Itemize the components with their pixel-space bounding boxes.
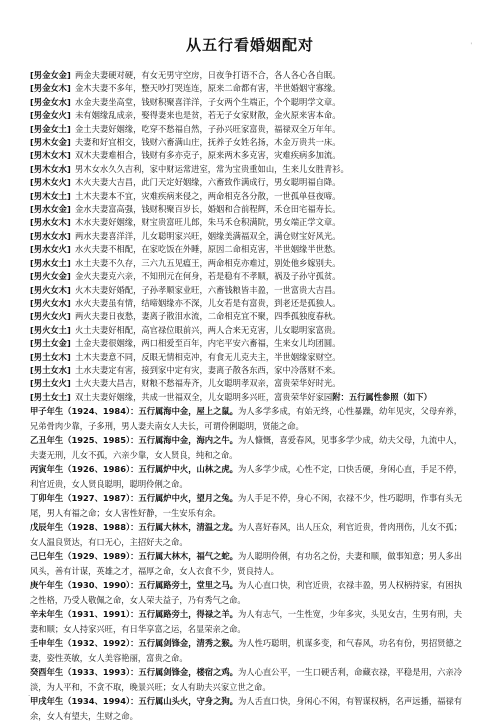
- pair-tag: [男木女木]: [30, 150, 71, 161]
- pair-row: [30, 230, 470, 243]
- pair-tag: [男火女木]: [30, 284, 71, 295]
- pair-text: 水土夫妻不久存，三六九五见瘟王，两命相克亦难过，别处他乡嫁别夫。: [75, 257, 341, 268]
- pair-text: 水火夫妻不相配，在家吃饭在外睡，原因二命相克害，半世姻缘半世愁。: [75, 244, 341, 255]
- pair-text: 水金夫妻坐高堂，钱财积聚喜洋洋，子女两个生端正，个个聪明学文章。: [75, 96, 341, 107]
- year-entry-text: 为人多学多成，有始无终，心性暴躁，幼年见灾，父母弃养，兄弟骨肉少靠，子多刑，男人妻夫南女人夫长，可谓伶俐聪明，贤能之命。: [30, 406, 463, 431]
- pair-row: [30, 216, 470, 229]
- pair-text: 土火夫妻大昌吉，财粮不愁福寿齐，儿女聪明孝双亲，富贵荣华好时光。: [75, 378, 341, 389]
- pair-row: [30, 176, 470, 189]
- pair-text: 双土夫妻好姻缘，共成一世福双全，儿女聪明多兴旺，富贵荣华好家园: [75, 391, 333, 402]
- pair-text: 夫妻和好宜相交，钱财六畜满山庄，抚养子女姓名扬，木金万贵共一床。: [75, 137, 341, 148]
- year-entry-text: 为人舌直口快，身闲心不闲，有智谋权柄，名声远播，福禄有余，女人有望夫，生财之命。: [30, 696, 463, 721]
- pair-tag: [男火女水]: [30, 297, 71, 308]
- pair-text: 水火夫妻虽有情，结啼姻缘亦不深，儿女若是有富贵，到老还是孤独人。: [75, 297, 341, 308]
- year-entry-text: 为人性巧聪明，机谋多变，和气春风，功名有份，男招贤德之妻，姿性英敏，女人美容艳丽，富贵之命。: [30, 638, 463, 663]
- pair-text: 土木夫妻本不宜，灾难疾病来侵之，两命相克各分散，一世孤单昼夜啼。: [75, 190, 341, 201]
- pair-row: [30, 270, 470, 283]
- year-entry-heading: 癸酉年生（1933、1993）：五行属剑锋金，楼宿之鸡。: [30, 667, 238, 678]
- pair-text: 火木夫妻好婚配，子孙孝顺家业旺，六畜钱粮皆丰盈，一世富贵大吉昌。: [75, 284, 341, 295]
- pair-text: 木水夫妻好姻缘，财宝贵富旺儿郎，朱马禾仓积满院，男女端正学文章。: [75, 217, 341, 228]
- pair-text: 两金夫妻硬对硬，有女无男守空房，日夜争打语不合，各人各心各自眠。: [75, 70, 341, 80]
- page-title: 从五行看婚姻配对: [185, 36, 314, 54]
- pair-tag: [男土女水]: [30, 364, 71, 375]
- pair-tag: [男金女水]: [30, 96, 71, 107]
- year-entry-heading: 辛未年生（1931、1991）：五行属路旁土，得禄之羊。: [30, 609, 238, 620]
- pair-row-tu-tu: [30, 391, 470, 404]
- year-entry-heading: 庚午年生（1930、1990）：五行属路旁土，堂里之马。: [30, 580, 238, 591]
- pair-tag: [男木女火]: [30, 177, 71, 188]
- pair-tag: [男火女土]: [30, 324, 71, 335]
- pair-row: [30, 82, 470, 95]
- pair-tag: [男金女金]: [30, 70, 71, 80]
- year-entry: [30, 636, 470, 665]
- year-entry-text: 为人有志气，一生性宽，少年多灾，头见女吉，生男有刑，夫妻和顺；女人持家兴旺，有日华享富之运，名显荣亲之命。: [30, 609, 463, 634]
- pair-tag: [男土女木]: [30, 351, 71, 362]
- pair-row: [30, 364, 470, 377]
- pair-row: [30, 190, 470, 203]
- pair-tag: [男木女金]: [30, 137, 71, 148]
- pair-text: 未有姻缘乱成亲，娶得妻来也是贫，若无子女家财散，金火原来害本命。: [75, 110, 341, 121]
- years-list: [30, 404, 470, 723]
- pair-text: 男木女水久久吉利，家中财运常进室，常为宝贵重如山，生来儿女胜青衫。: [75, 163, 349, 174]
- pairs-list: [30, 69, 470, 391]
- appendix-heading: 附：五行属性参照（如下）: [332, 391, 432, 402]
- pair-tag: [男金女木]: [30, 83, 71, 94]
- year-entry: [30, 607, 470, 636]
- pair-tag: [男土女火]: [30, 378, 71, 389]
- year-entry-heading: 甲戌年生（1934、1994）：五行属山头火，守身之狗。: [30, 696, 238, 707]
- year-entry-text: 为人手足不停，身心不闲，衣禄不少，性巧聪明，作事有头无尾，男人有福之命；女人害性好静，一生安乐有余。: [30, 493, 463, 518]
- year-entry-text: 为人心直公平，一生口硬舌利，命藏衣禄，平稳是用，六亲冷淡，为人平和，不贪不取，晚景兴旺；女人有助夫兴家立世之命。: [30, 667, 463, 692]
- pair-row: [30, 203, 470, 216]
- pair-text: 金火夫妻克六亲，不知刑元在何身，若是稳有不孝顺，祸及子孙守孤贫。: [75, 271, 341, 282]
- pair-tag: [男火女金]: [30, 271, 71, 282]
- year-entry-heading: 乙丑年生（1925、1985）：五行属海中金，海内之牛。: [30, 435, 238, 446]
- footer-mark: ·: [28, 692, 31, 700]
- pair-tag: [男土女金]: [30, 338, 71, 349]
- pair-tag: [男水女水]: [30, 230, 71, 241]
- pair-row: [30, 324, 470, 337]
- pair-tag: [男金女土]: [30, 123, 71, 134]
- pair-tag: [男火女火]: [30, 311, 71, 322]
- year-entry-text: 为人心直口快，利官近贵，衣禄丰盈，男人权柄持家，有困执之性格，乃受人敬佩之命，女人荣夫益子，乃有秀气之命。: [30, 580, 463, 605]
- year-entry-heading: 甲子年生（1924、1984）：五行属海中金，屋上之鼠。: [30, 406, 238, 417]
- pair-text: 金水夫妻富高强，钱财积聚百岁长，婚姻和合前程辉，禾仓田宅福寿长。: [75, 204, 341, 215]
- year-entry-text: 为人多学少成，心性不定，口快舌硬，身闲心直，手足不停，利官近贵，女人贤良聪明，聪明伶俐之命。: [30, 464, 463, 489]
- pair-text: 火土夫妻好相配，高官禄位眼前兴，两人合来无克害，儿女聪明家富贵。: [75, 324, 341, 335]
- pair-text: 木火夫妻大吉昌，此门天定好姻缘，六畜致作满成行，男女聪明福自降。: [75, 177, 341, 188]
- pair-row: [30, 351, 470, 364]
- year-entry: [30, 491, 470, 520]
- pair-row: [30, 284, 470, 297]
- year-entry-heading: 壬申年生（1932、1992）：五行属剑锋金，清秀之猴。: [30, 638, 238, 649]
- year-entry-heading: 戊辰年生（1928、1988）：五行属大林木，清温之龙。: [30, 522, 238, 533]
- pair-row: [30, 123, 470, 136]
- pair-row: [30, 69, 470, 82]
- year-entry-text: 为人慷慨，喜爱春风，见事多学少成，幼夫父母，九流中人，夫妻无刑，儿女不孤，六亲少靠，女人贤良，纯和之命。: [30, 435, 463, 460]
- pair-tag: [男木女土]: [30, 190, 71, 201]
- pair-row: [30, 337, 470, 350]
- year-entry: [30, 462, 470, 491]
- year-entry: [30, 665, 470, 694]
- pair-row: [30, 149, 470, 162]
- pair-tag: [男土女土]: [30, 391, 71, 402]
- year-entry-heading: 丙寅年生（1926、1986）：五行属炉中火，山林之虎。: [30, 464, 238, 475]
- year-entry-heading: 己巳年生（1929、1989）：五行属大林木，福气之蛇。: [30, 551, 238, 562]
- pair-row: [30, 243, 470, 256]
- document-page: [30, 0, 470, 723]
- year-entry: [30, 520, 470, 549]
- year-entry: [30, 694, 470, 723]
- pair-row: [30, 163, 470, 176]
- corner-mark: ': [470, 42, 472, 49]
- pair-text: 土金夫妻很姻缘，两口相爱至百年，内宅平安六畜福，生来女儿均团圆。: [75, 338, 341, 349]
- pair-row: [30, 109, 470, 122]
- pair-text: 金土夫妻好姻缘，吃穿不愁福自然，子孙兴旺家富贵，福禄双全万年年。: [75, 123, 341, 134]
- year-entry: [30, 549, 470, 578]
- pair-row: [30, 310, 470, 323]
- year-entry: [30, 404, 470, 433]
- pair-text: 两水夫妻喜洋洋，儿女聪明家兴旺，姻缘美满福双全，满仓财宝好风光。: [75, 230, 341, 241]
- pair-row: [30, 297, 470, 310]
- year-entry-heading: 丁卯年生（1927、1987）：五行属炉中火，望月之兔。: [30, 493, 238, 504]
- year-entry: [30, 433, 470, 462]
- year-entry-text: 为人喜好春风，出人压众，利官近贵，骨肉刑伤，儿女不孤；女人温良贤达，有口无心，主招好夫之命。: [30, 522, 463, 547]
- pair-tag: [男水女金]: [30, 204, 71, 215]
- year-entry: [30, 578, 470, 607]
- pair-tag: [男金女火]: [30, 110, 71, 121]
- pair-tag: [男水女火]: [30, 244, 71, 255]
- pair-row: [30, 377, 470, 390]
- pair-text: 双木夫妻难相合，钱财有多亦克子，原来两木多克害，灾难疾病多加流。: [75, 150, 341, 161]
- pair-row: [30, 257, 470, 270]
- pair-row: [30, 136, 470, 149]
- pair-row: [30, 96, 470, 109]
- pair-text: 两火夫妻日夜愁，妻离子散泪水流，二命相克宜不聚，四季孤独度春秋。: [75, 311, 341, 322]
- pair-text: 土木夫妻意不同，反眼无情相克冲，有食无儿克夫主，半世姻缘家财空。: [75, 351, 341, 362]
- year-entry-text: 为人聪明伶俐，有功名之份，夫妻和顺，做事知意；男人多出风头，善有计谋，英雄之才，福厚之命，女人衣食不少，贤良持人。: [30, 551, 463, 576]
- pair-tag: [男水女木]: [30, 217, 71, 228]
- pair-tag: [男水女土]: [30, 257, 71, 268]
- pair-text: 金木夫妻不多年，整天吵打哭连连，原来二命都有害，半世婚姻守寡缘。: [75, 83, 341, 94]
- pair-text: 土水夫妻定有害，接到家中定有灾，妻离子散各东西，家中冷落财不来。: [75, 364, 341, 375]
- pair-tag: [男木女水]: [30, 163, 71, 174]
